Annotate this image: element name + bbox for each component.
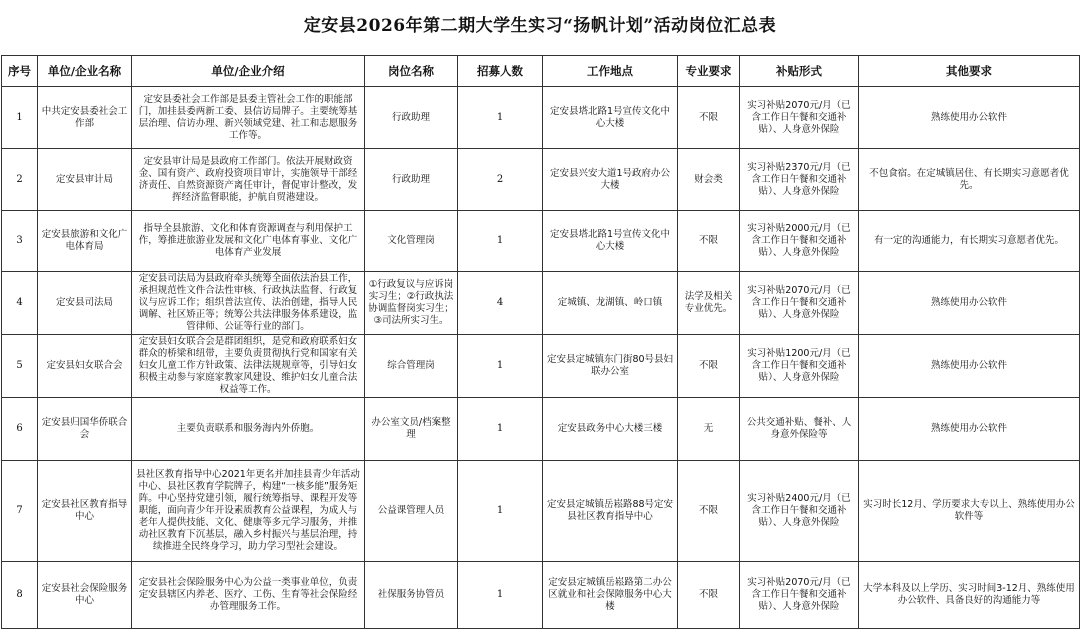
cell-count: 2	[458, 149, 543, 211]
cell-intro: 指导全县旅游、文化和体育资源调查与利用保护工作，筹推进旅游业发展和文化广电体育事业、文化广电体育产业发展	[132, 211, 365, 272]
cell-major: 不限	[678, 211, 740, 272]
cell-count: 1	[458, 461, 543, 562]
cell-other: 熟练使用办公软件	[859, 87, 1080, 149]
table-row	[2, 211, 1080, 272]
table-row	[2, 398, 1080, 461]
cell-count: 1	[458, 562, 543, 629]
cell-unit: 定安县司法局	[38, 272, 132, 335]
cell-other: 熟练使用办公软件	[859, 398, 1080, 461]
header-unit: 单位/企业名称	[38, 56, 132, 87]
cell-major: 无	[678, 398, 740, 461]
cell-subsidy: 实习补贴1200元/月（已含工作日午餐和交通补贴）、人身意外保险	[740, 335, 859, 398]
cell-position: 行政助理	[365, 87, 458, 149]
cell-count: 1	[458, 87, 543, 149]
cell-no: 6	[2, 398, 38, 461]
cell-major: 财会类	[678, 149, 740, 211]
cell-no: 1	[2, 87, 38, 149]
cell-major: 不限	[678, 562, 740, 629]
cell-no: 4	[2, 272, 38, 335]
cell-unit: 定安县审计局	[38, 149, 132, 211]
table-row	[2, 272, 1080, 335]
cell-location: 定安县塔北路1号宣传文化中心大楼	[543, 211, 678, 272]
cell-unit: 中共定安县委社会工作部	[38, 87, 132, 149]
cell-location: 定安县政务中心大楼三楼	[543, 398, 678, 461]
table-row	[2, 335, 1080, 398]
cell-position: 行政助理	[365, 149, 458, 211]
cell-location: 定安县兴安大道1号政府办公大楼	[543, 149, 678, 211]
header-other: 其他要求	[859, 56, 1080, 87]
cell-unit: 定安县归国华侨联合会	[38, 398, 132, 461]
cell-no: 8	[2, 562, 38, 629]
cell-position: 办公室文员/档案整理	[365, 398, 458, 461]
cell-location: 定城镇、龙湖镇、岭口镇	[543, 272, 678, 335]
cell-intro: 定安县妇女联合会是群团组织，是党和政府联系妇女群众的桥梁和纽带，主要负责贯彻执行党和国家有关妇女儿童工作方针政策、法律法规规章等，引导妇女积极主动参与家庭家教家风建设、维护妇女儿童合法权益等工作。	[132, 335, 365, 398]
cell-intro: 定安县社会保险服务中心为公益一类事业单位，负责定安县辖区内养老、医疗、工伤、生育等社会保险经办管理服务工作。	[132, 562, 365, 629]
cell-count: 1	[458, 211, 543, 272]
cell-subsidy: 实习补贴2000元/月（已含工作日午餐和交通补贴）、人身意外保险	[740, 211, 859, 272]
cell-major: 不限	[678, 335, 740, 398]
header-major: 专业要求	[678, 56, 740, 87]
cell-location: 定安县定城镇岳崧路第二办公区就业和社会保障服务中心大楼	[543, 562, 678, 629]
cell-subsidy: 实习补贴2070元/月（已含工作日午餐和交通补贴）、人身意外保险	[740, 272, 859, 335]
cell-other: 大学本科及以上学历、实习时间3-12月、熟练使用办公软件、具备良好的沟通能力等	[859, 562, 1080, 629]
cell-other: 不包食宿。在定城镇居住、有长期实习意愿者优先。	[859, 149, 1080, 211]
cell-location: 定安县塔北路1号宣传文化中心大楼	[543, 87, 678, 149]
cell-major: 法学及相关专业优先。	[678, 272, 740, 335]
cell-position: 公益课管理人员	[365, 461, 458, 562]
cell-intro: 定安县审计局是县政府工作部门。依法开展财政资金、国有资产、政府投资项目审计，实施领导干部经济责任、自然资源资产离任审计，督促审计整改，发挥经济监督职能，护航自贸港建设。	[132, 149, 365, 211]
cell-count: 1	[458, 335, 543, 398]
cell-major: 不限	[678, 461, 740, 562]
cell-major: 不限	[678, 87, 740, 149]
cell-no: 3	[2, 211, 38, 272]
header-no: 序号	[2, 56, 38, 87]
cell-unit: 定安县社会保险服务中心	[38, 562, 132, 629]
header-position: 岗位名称	[365, 56, 458, 87]
cell-subsidy: 实习补贴2370元/月（已含工作日午餐和交通补贴）、人身意外保险	[740, 149, 859, 211]
cell-unit: 定安县社区教育指导中心	[38, 461, 132, 562]
cell-intro: 定安县委社会工作部是县委主管社会工作的职能部门，加挂县委两新工委、县信访局牌子。主要统筹基层治理、信访办理、新兴领域党建、社工和志愿服务工作等。	[132, 87, 365, 149]
position-summary-table	[1, 55, 1080, 629]
cell-location: 定安县定城镇岳崧路88号定安县社区教育指导中心	[543, 461, 678, 562]
cell-subsidy: 公共交通补贴、餐补、人身意外保险等	[740, 398, 859, 461]
cell-other: 熟练使用办公软件	[859, 272, 1080, 335]
cell-other: 有一定的沟通能力，有长期实习意愿者优先。	[859, 211, 1080, 272]
header-subsidy: 补贴形式	[740, 56, 859, 87]
cell-no: 2	[2, 149, 38, 211]
cell-subsidy: 实习补贴2400元/月（已含工作日午餐和交通补贴）、人身意外保险	[740, 461, 859, 562]
cell-count: 4	[458, 272, 543, 335]
cell-position: 社保服务协管员	[365, 562, 458, 629]
cell-other: 实习时长12月、学历要求大专以上、熟练使用办公软件等	[859, 461, 1080, 562]
header-intro: 单位/企业介绍	[132, 56, 365, 87]
cell-intro: 主要负责联系和服务海内外侨胞。	[132, 398, 365, 461]
cell-count: 1	[458, 398, 543, 461]
cell-subsidy: 实习补贴2070元/月（已含工作日午餐和交通补贴）、人身意外保险	[740, 87, 859, 149]
cell-subsidy: 实习补贴2070元/月（已含工作日午餐和交通补贴）、人身意外保险	[740, 562, 859, 629]
document-title: 定安县2026年第二期大学生实习“扬帆计划”活动岗位汇总表	[303, 16, 777, 36]
cell-unit: 定安县旅游和文化广电体育局	[38, 211, 132, 272]
table-row	[2, 87, 1080, 149]
cell-no: 5	[2, 335, 38, 398]
cell-unit: 定安县妇女联合会	[38, 335, 132, 398]
table-row	[2, 562, 1080, 629]
cell-position: 综合管理岗	[365, 335, 458, 398]
header-row	[2, 56, 1080, 87]
cell-other: 熟练使用办公软件	[859, 335, 1080, 398]
header-location: 工作地点	[543, 56, 678, 87]
cell-intro: 县社区教育指导中心2021年更名并加挂县青少年活动中心、县社区教育学院牌子，构建“一核多能”服务矩阵。中心坚持党建引领，履行统筹指导、课程开发等职能，面向青少年开设素质教育公益课程，为成人与老年人提供技能、文化、健康等多元学习服务，并推动社区教育下沉基层，融入乡村振兴与基层治理，持续推进全民终身学习，助力学习型社会建设。	[132, 461, 365, 562]
header-count: 招募人数	[458, 56, 543, 87]
cell-position: ①行政复议与应诉岗实习生；②行政执法协调监督岗实习生；③司法所实习生。	[365, 272, 458, 335]
cell-intro: 定安县司法局为县政府牵头统筹全面依法治县工作，承担规范性文件合法性审核、行政执法监督、行政复议与应诉工作；组织普法宣传、法治创建，指导人民调解、社区矫正等；统筹公共法律服务体系建设，监管律师、公证等行业的部门。	[132, 272, 365, 335]
cell-location: 定安县定城镇东门街80号县妇联办公室	[543, 335, 678, 398]
cell-no: 7	[2, 461, 38, 562]
table-row	[2, 149, 1080, 211]
table-row	[2, 461, 1080, 562]
cell-position: 文化管理岗	[365, 211, 458, 272]
